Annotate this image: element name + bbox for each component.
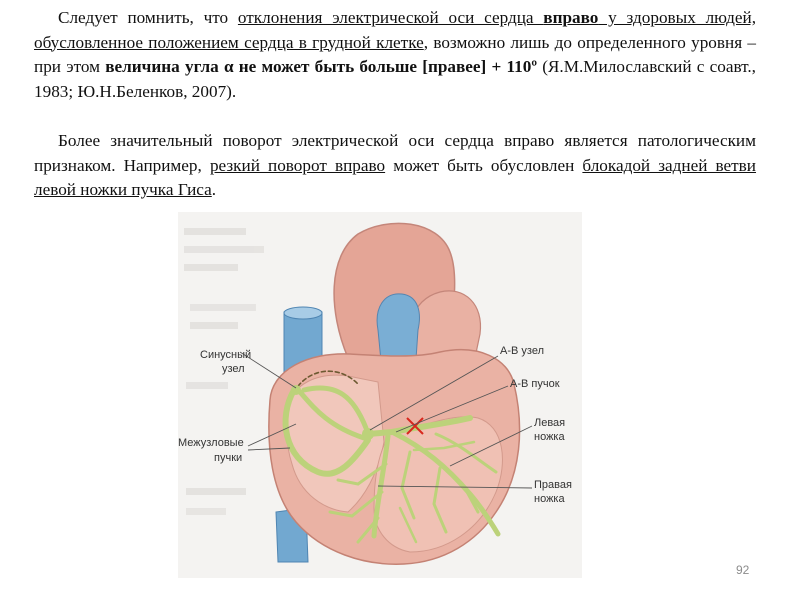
text-segment: может быть обусловлен (385, 155, 583, 175)
bold-angle-limit: величина угла α не может быть больше [правее] + 110º (105, 57, 537, 77)
text-segment: у здоровых людей, обусловленное положением сердца в грудной клетке (34, 8, 756, 52)
page-number: 92 (736, 563, 750, 577)
label-sinus-node-line2: узел (222, 363, 245, 375)
label-av-bundle: А-В пучок (510, 378, 560, 390)
bold-word-right: вправо (543, 8, 599, 27)
vena-cava-opening (284, 307, 322, 319)
underlined-sharp-turn: резкий поворот вправо (209, 155, 386, 175)
label-internodal-line2: пучки (214, 452, 243, 464)
sinus-node (291, 385, 301, 395)
paragraph-normal-axis (34, 6, 756, 104)
text-segment: , возможно лишь до определенного уровня – при этом (34, 32, 756, 77)
text-segment: Следует помнить, что (58, 8, 238, 27)
text-segment: отклонения электрической оси сердца (237, 8, 544, 27)
citation: (Я.М.Милославский с соавт., 1983; Ю.Н.Беленков, 2007). (34, 57, 756, 101)
text-segment: . (211, 180, 217, 200)
heart-conduction-diagram (178, 212, 582, 578)
label-right-bundle-line2: ножка (534, 493, 565, 505)
label-left-bundle-line2: ножка (534, 431, 565, 443)
label-left-bundle-line1: Левая (534, 417, 566, 429)
paragraph-pathology (34, 129, 756, 203)
label-internodal-line1: Межузловые (178, 437, 244, 449)
label-right-bundle-line1: Правая (534, 479, 572, 491)
text-segment: Более значительный поворот электрической оси сердца вправо является патологическим признаком. Например, (34, 130, 756, 175)
av-node (362, 428, 374, 440)
heart-conduction-figure (178, 212, 582, 578)
underlined-block-phrase: блокадой задней ветви левой ножки пучка Гиса (34, 155, 757, 200)
label-av-node: А-В узел (500, 345, 544, 357)
main-text (34, 6, 756, 203)
label-sinus-node-line1: Синусный (200, 349, 252, 361)
